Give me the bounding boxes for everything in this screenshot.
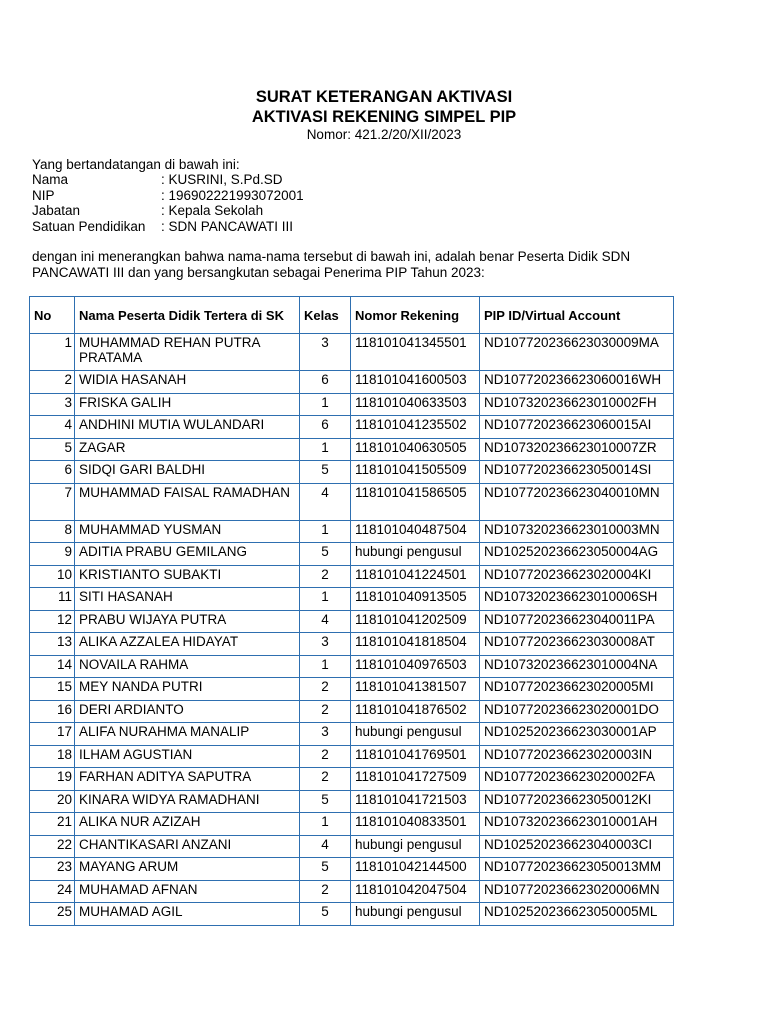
cell-no: 14 [30,655,75,678]
cell-nama: KINARA WIDYA RAMADHANI [75,790,300,813]
cell-nama: ADITIA PRABU GEMILANG [75,543,300,566]
cell-pip-id: ND107320236623010004NA [480,655,674,678]
table-row [30,835,674,858]
cell-nomor-rekening: hubungi pengusul [351,835,480,858]
cell-nomor-rekening: hubungi pengusul [351,723,480,746]
table-row [30,438,674,461]
field-row-nip [32,188,304,204]
cell-no: 18 [30,745,75,768]
field-label: Nama [32,172,69,187]
header-pip-id: PIP ID/Virtual Account [480,297,674,334]
cell-pip-id: ND107720236623050012KI [480,790,674,813]
table-row [30,416,674,439]
cell-nama: MUHAMMAD YUSMAN [75,520,300,543]
cell-pip-id: ND107320236623010003MN [480,520,674,543]
header-no: No [30,297,75,334]
cell-pip-id: ND107320236623010002FH [480,393,674,416]
cell-kelas: 6 [300,371,351,394]
cell-pip-id: ND107720236623020001DO [480,700,674,723]
cell-no: 10 [30,565,75,588]
cell-nomor-rekening: hubungi pengusul [351,543,480,566]
cell-nomor-rekening: 118101041586505 [351,483,480,520]
cell-no: 7 [30,483,75,520]
cell-nomor-rekening: 118101041345501 [351,334,480,371]
cell-pip-id: ND107720236623050014SI [480,461,674,484]
cell-nomor-rekening: 118101041818504 [351,633,480,656]
cell-no: 11 [30,588,75,611]
cell-kelas: 1 [300,655,351,678]
cell-nomor-rekening: 118101041202509 [351,610,480,633]
cell-no: 12 [30,610,75,633]
cell-kelas: 5 [300,790,351,813]
cell-nama: FRISKA GALIH [75,393,300,416]
cell-no: 2 [30,371,75,394]
cell-nomor-rekening: 118101041727509 [351,768,480,791]
cell-kelas: 1 [300,520,351,543]
cell-kelas: 1 [300,588,351,611]
cell-nama: NOVAILA RAHMA [75,655,300,678]
document-subtitle: AKTIVASI REKENING SIMPEL PIP [251,108,517,126]
table-row [30,880,674,903]
cell-no: 8 [30,520,75,543]
cell-nama: MUHAMMAD FAISAL RAMADHAN [75,483,300,520]
cell-kelas: 3 [300,334,351,371]
cell-kelas: 6 [300,416,351,439]
cell-kelas: 5 [300,858,351,881]
cell-no: 15 [30,678,75,701]
field-value: : SDN PANCAWATI III [161,218,294,234]
table-row [30,903,674,926]
cell-pip-id: ND107320236623010001AH [480,813,674,836]
cell-no: 24 [30,880,75,903]
table-row [30,393,674,416]
field-value: : 196902221993072001 [161,187,304,203]
cell-nomor-rekening: 118101042144500 [351,858,480,881]
header-nama: Nama Peserta Didik Tertera di SK [75,297,300,334]
cell-kelas: 2 [300,678,351,701]
cell-pip-id: ND107720236623040010MN [480,483,674,520]
table-row [30,768,674,791]
cell-no: 13 [30,633,75,656]
cell-nomor-rekening: 118101041721503 [351,790,480,813]
table-row [30,858,674,881]
cell-kelas: 2 [300,700,351,723]
field-label: Jabatan [32,203,81,218]
table-row [30,520,674,543]
header-kelas: Kelas [300,297,351,334]
table-row [30,745,674,768]
cell-kelas: 4 [300,483,351,520]
cell-kelas: 2 [300,768,351,791]
cell-kelas: 2 [300,745,351,768]
cell-nomor-rekening: 118101040633503 [351,393,480,416]
table-row [30,588,674,611]
table-row [30,813,674,836]
cell-nama: ILHAM AGUSTIAN [75,745,300,768]
cell-nama: ALIFA NURAHMA MANALIP [75,723,300,746]
table-row [30,543,674,566]
cell-kelas: 2 [300,880,351,903]
cell-no: 9 [30,543,75,566]
table-row [30,700,674,723]
table-row [30,371,674,394]
cell-nama: MUHAMAD AGIL [75,903,300,926]
cell-no: 23 [30,858,75,881]
table-body [30,334,674,926]
field-value: : KUSRINI, S.Pd.SD [161,172,283,187]
cell-no: 19 [30,768,75,791]
cell-nama: PRABU WIJAYA PUTRA [75,610,300,633]
field-label: Satuan Pendidikan [32,218,146,234]
table-row [30,334,674,371]
cell-no: 6 [30,461,75,484]
cell-pip-id: ND107720236623020002FA [480,768,674,791]
cell-pip-id: ND102520236623030001AP [480,723,674,746]
cell-kelas: 4 [300,610,351,633]
table-row [30,678,674,701]
cell-nomor-rekening: 118101040487504 [351,520,480,543]
cell-no: 17 [30,723,75,746]
cell-nomor-rekening: 118101040630505 [351,438,480,461]
cell-no: 5 [30,438,75,461]
cell-pip-id: ND102520236623050004AG [480,543,674,566]
cell-no: 22 [30,835,75,858]
cell-nama: MEY NANDA PUTRI [75,678,300,701]
table-row [30,655,674,678]
table-row [30,633,674,656]
cell-nama: KRISTIANTO SUBAKTI [75,565,300,588]
cell-pip-id: ND107720236623040011PA [480,610,674,633]
table-row [30,483,674,520]
document-title: SURAT KETERANGAN AKTIVASI [255,88,513,106]
cell-nama: MUHAMMAD REHAN PUTRA PRATAMA [75,334,300,371]
table-row [30,610,674,633]
intro-text: Yang bertandatangan di bawah ini: [32,157,240,172]
cell-nomor-rekening: 118101041876502 [351,700,480,723]
cell-kelas: 5 [300,461,351,484]
cell-kelas: 5 [300,903,351,926]
cell-pip-id: ND107320236623010007ZR [480,438,674,461]
cell-nomor-rekening: 118101040976503 [351,655,480,678]
cell-nama: ZAGAR [75,438,300,461]
header-nomor-rekening: Nomor Rekening [351,297,480,334]
table-row [30,723,674,746]
table-row [30,461,674,484]
cell-kelas: 5 [300,543,351,566]
cell-pip-id: ND107720236623060016WH [480,371,674,394]
cell-nomor-rekening: 118101041769501 [351,745,480,768]
table-row [30,565,674,588]
table-row [30,790,674,813]
cell-pip-id: ND107320236623010006SH [480,588,674,611]
cell-no: 21 [30,813,75,836]
field-row-nama [32,172,304,188]
cell-pip-id: ND107720236623030008AT [480,633,674,656]
signatory-fields [32,172,304,234]
cell-nomor-rekening: 118101041224501 [351,565,480,588]
cell-pip-id: ND107720236623020005MI [480,678,674,701]
cell-no: 25 [30,903,75,926]
recipient-table [29,296,674,926]
cell-nomor-rekening: 118101040913505 [351,588,480,611]
cell-nama: MAYANG ARUM [75,858,300,881]
cell-kelas: 3 [300,723,351,746]
cell-nomor-rekening: 118101042047504 [351,880,480,903]
cell-kelas: 1 [300,438,351,461]
cell-pip-id: ND107720236623060015AI [480,416,674,439]
cell-pip-id: ND107720236623020003IN [480,745,674,768]
cell-no: 20 [30,790,75,813]
cell-kelas: 1 [300,813,351,836]
document-number: Nomor: 421.2/20/XII/2023 [306,127,462,142]
cell-nama: MUHAMAD AFNAN [75,880,300,903]
cell-nama: CHANTIKASARI ANZANI [75,835,300,858]
statement-paragraph: dengan ini menerangkan bahwa nama-nama tersebut di bawah ini, adalah benar Peserta Didik SDN PANCAWATI III dan yang bersangkutan sebagai Penerima PIP Tahun 2023: [32,249,631,280]
cell-pip-id: ND102520236623050005ML [480,903,674,926]
cell-no: 3 [30,393,75,416]
cell-no: 1 [30,334,75,371]
cell-pip-id: ND107720236623050013MM [480,858,674,881]
cell-kelas: 1 [300,393,351,416]
cell-no: 16 [30,700,75,723]
cell-nomor-rekening: 118101041505509 [351,461,480,484]
cell-nama: FARHAN ADITYA SAPUTRA [75,768,300,791]
cell-nomor-rekening: 118101040833501 [351,813,480,836]
cell-kelas: 3 [300,633,351,656]
cell-nomor-rekening: 118101041235502 [351,416,480,439]
field-value: : Kepala Sekolah [161,203,264,218]
cell-pip-id: ND107720236623020004KI [480,565,674,588]
cell-nama: WIDIA HASANAH [75,371,300,394]
cell-no: 4 [30,416,75,439]
field-label: NIP [32,187,55,203]
field-row-jabatan [32,203,304,219]
cell-nama: ALIKA AZZALEA HIDAYAT [75,633,300,656]
cell-nama: SIDQI GARI BALDHI [75,461,300,484]
cell-kelas: 2 [300,565,351,588]
cell-nama: ANDHINI MUTIA WULANDARI [75,416,300,439]
cell-pip-id: ND107720236623030009MA [480,334,674,371]
cell-pip-id: ND102520236623040003CI [480,835,674,858]
cell-nama: ALIKA NUR AZIZAH [75,813,300,836]
cell-nomor-rekening: 118101041381507 [351,678,480,701]
table-header-row [30,297,674,334]
cell-nomor-rekening: hubungi pengusul [351,903,480,926]
field-row-satuan-pendidikan [32,219,304,235]
cell-kelas: 4 [300,835,351,858]
cell-nama: SITI HASANAH [75,588,300,611]
cell-nomor-rekening: 118101041600503 [351,371,480,394]
cell-pip-id: ND107720236623020006MN [480,880,674,903]
cell-nama: DERI ARDIANTO [75,700,300,723]
